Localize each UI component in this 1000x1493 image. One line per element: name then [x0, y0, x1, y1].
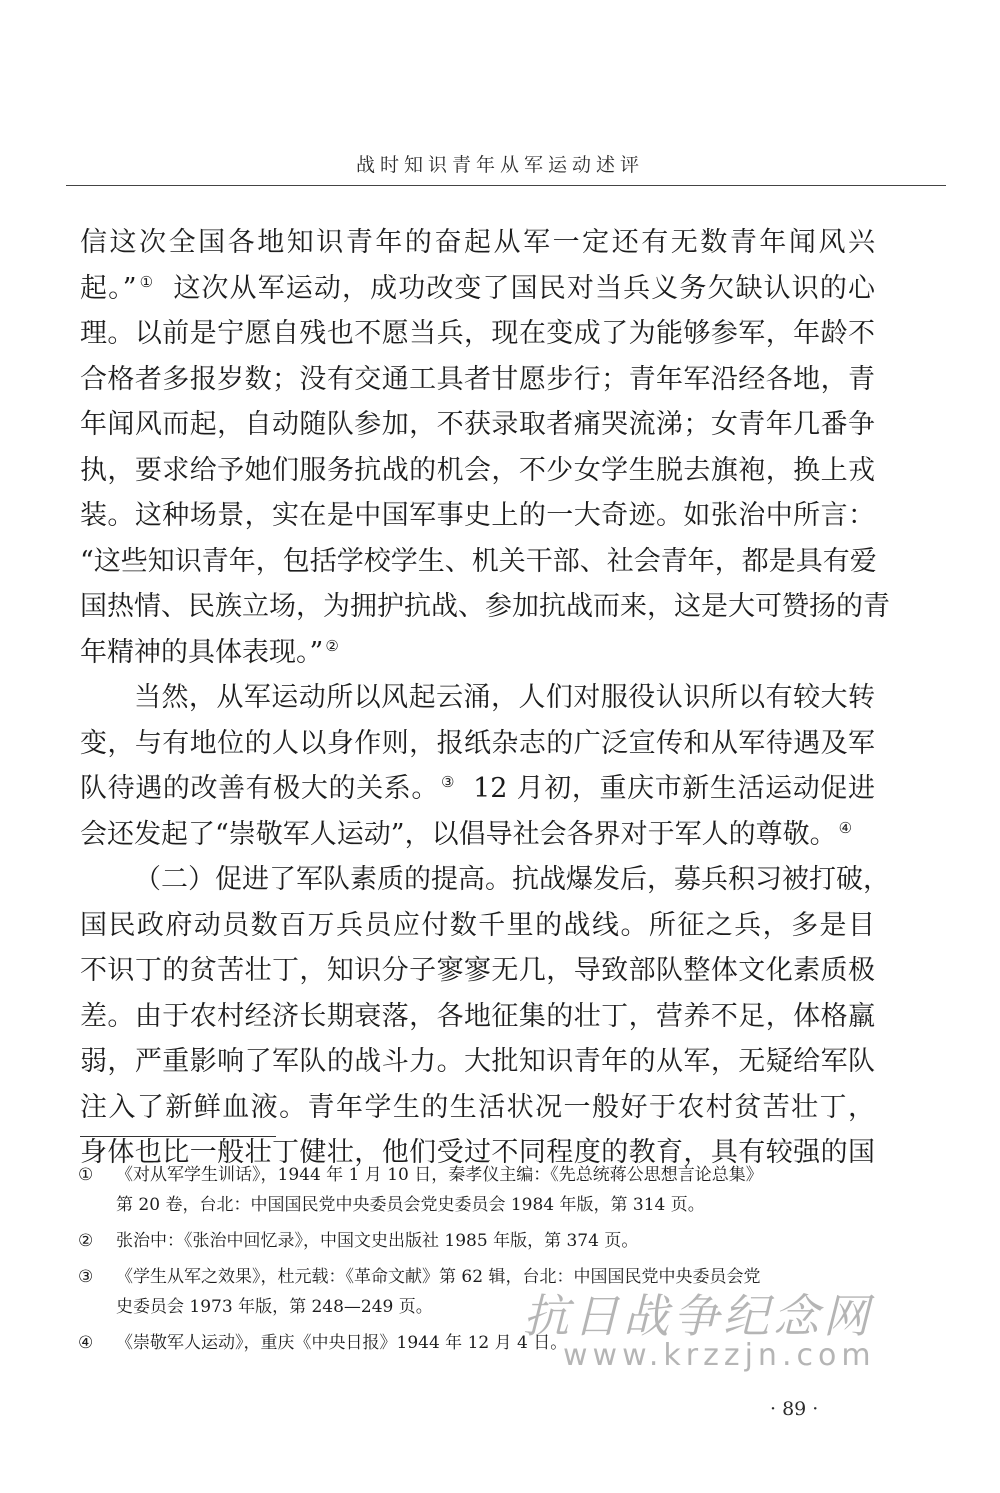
footnote-mark: ① — [78, 1165, 94, 1185]
footnote-text: 张治中：《张治中回忆录》，中国文史出版社 1985 年版，第 374 页。 — [116, 1231, 639, 1251]
body-line: 不识丁的贫苦壮丁，知识分子寥寥无几，导致部队整体文化素质极 — [80, 955, 875, 986]
footnote-text: 《对从军学生训话》，1944 年 1 月 10 日，秦孝仪主编：《先总统蒋公思想言论总集》 — [116, 1165, 763, 1185]
body-line: 起。” ① 这次从军运动，成功改变了国民对当兵义务欠缺认识的心 — [80, 272, 875, 304]
body-line: 身体也比一般壮丁健壮，他们受过不同程度的教育，具有较强的国 — [80, 1137, 875, 1168]
footnote-rule — [80, 1136, 276, 1137]
footnote-ref: ② — [325, 636, 339, 655]
body-line: “这些知识青年，包括学校学生、机关干部、社会青年，都是具有爱 — [80, 545, 877, 577]
body-line: 国民政府动员数百万兵员应付数千里的战线。所征之兵，多是目 — [80, 909, 875, 941]
body-line: （二）促进了军队素质的提高。抗战爆发后，募兵积习被打破， — [134, 864, 890, 895]
body-line: 理。以前是宁愿自残也不愿当兵，现在变成了为能够参军，年龄不 — [80, 318, 875, 349]
body-line: 弱，严重影响了军队的战斗力。大批知识青年的从军，无疑给军队 — [80, 1046, 875, 1077]
page-number: · 89 · — [770, 1398, 819, 1420]
footnote-ref: ③ — [441, 773, 456, 791]
body-line: 信这次全国各地知识青年的奋起从军一定还有无数青年闻风兴 — [80, 227, 875, 258]
footnote-mark: ② — [78, 1231, 94, 1251]
running-head: 战时知识青年从军运动述评 — [355, 154, 644, 176]
body-line: 当然，从军运动所以风起云涌，人们对服役认识所以有较大转 — [134, 682, 875, 713]
footnote-mark: ④ — [78, 1333, 94, 1353]
body-line: 差。由于农村经济长期衰落，各地征集的壮丁，营养不足，体格羸 — [80, 1000, 875, 1032]
footnote-4 — [78, 1328, 878, 1358]
body-line: 注入了新鲜血液。青年学生的生活状况一般好于农村贫苦壮丁， — [80, 1091, 875, 1123]
body-line: 年闻风而起，自动随队参加，不获录取者痛哭流涕；女青年几番争 — [80, 409, 875, 440]
footnote-1 — [78, 1160, 878, 1220]
footnote-ref: ① — [138, 272, 155, 291]
watermark-site-name: 抗日战争纪念网 — [523, 1289, 873, 1343]
body-text — [80, 220, 890, 1176]
body-line: 合格者多报岁数；没有交通工具者甘愿步行；青年军沿经各地，青 — [80, 363, 875, 395]
footnote-2 — [78, 1226, 878, 1256]
footnote-mark: ③ — [78, 1267, 94, 1287]
body-line: 国热情、民族立场，为拥护抗战、参加抗战而来，这是大可赞扬的青 — [80, 591, 890, 622]
footnote-text: 《学生从军之效果》，杜元载：《革命文献》第 62 辑，台北：中国国民党中央委员会党 — [116, 1267, 761, 1287]
footnotes — [78, 1160, 878, 1364]
footnote-text: 史委员会 1973 年版，第 248—249 页。 — [116, 1297, 433, 1317]
body-line: 执，要求给予她们服务抗战的机会，不少女学生脱去旗袍，换上戎 — [80, 454, 875, 486]
footnote-text: 《崇敬军人运动》，重庆《中央日报》1944 年 12 月 4 日。 — [116, 1333, 568, 1353]
body-line: 年精神的具体表现。” ② — [80, 636, 339, 668]
body-line: 队待遇的改善有极大的关系。 ③ 12 月初，重庆市新生活运动促进 — [80, 773, 875, 804]
footnote-text: 第 20 卷，台北：中国国民党中央委员会党史委员会 1984 年版，第 314 页。 — [116, 1195, 705, 1215]
footnote-3 — [78, 1262, 878, 1322]
body-line: 变，与有地位的人以身作则，报纸杂志的广泛宣传和从军待遇及军 — [80, 727, 875, 759]
footnote-ref: ④ — [838, 818, 853, 837]
body-line: 会还发起了“崇敬军人运动”，以倡导社会各界对于军人的尊敬。 ④ — [80, 818, 853, 850]
watermark-url: www.krzzjn.com — [563, 1338, 876, 1373]
header-rule — [66, 185, 946, 186]
body-line: 装。这种场景，实在是中国军事史上的一大奇迹。如张治中所言： — [80, 500, 875, 531]
